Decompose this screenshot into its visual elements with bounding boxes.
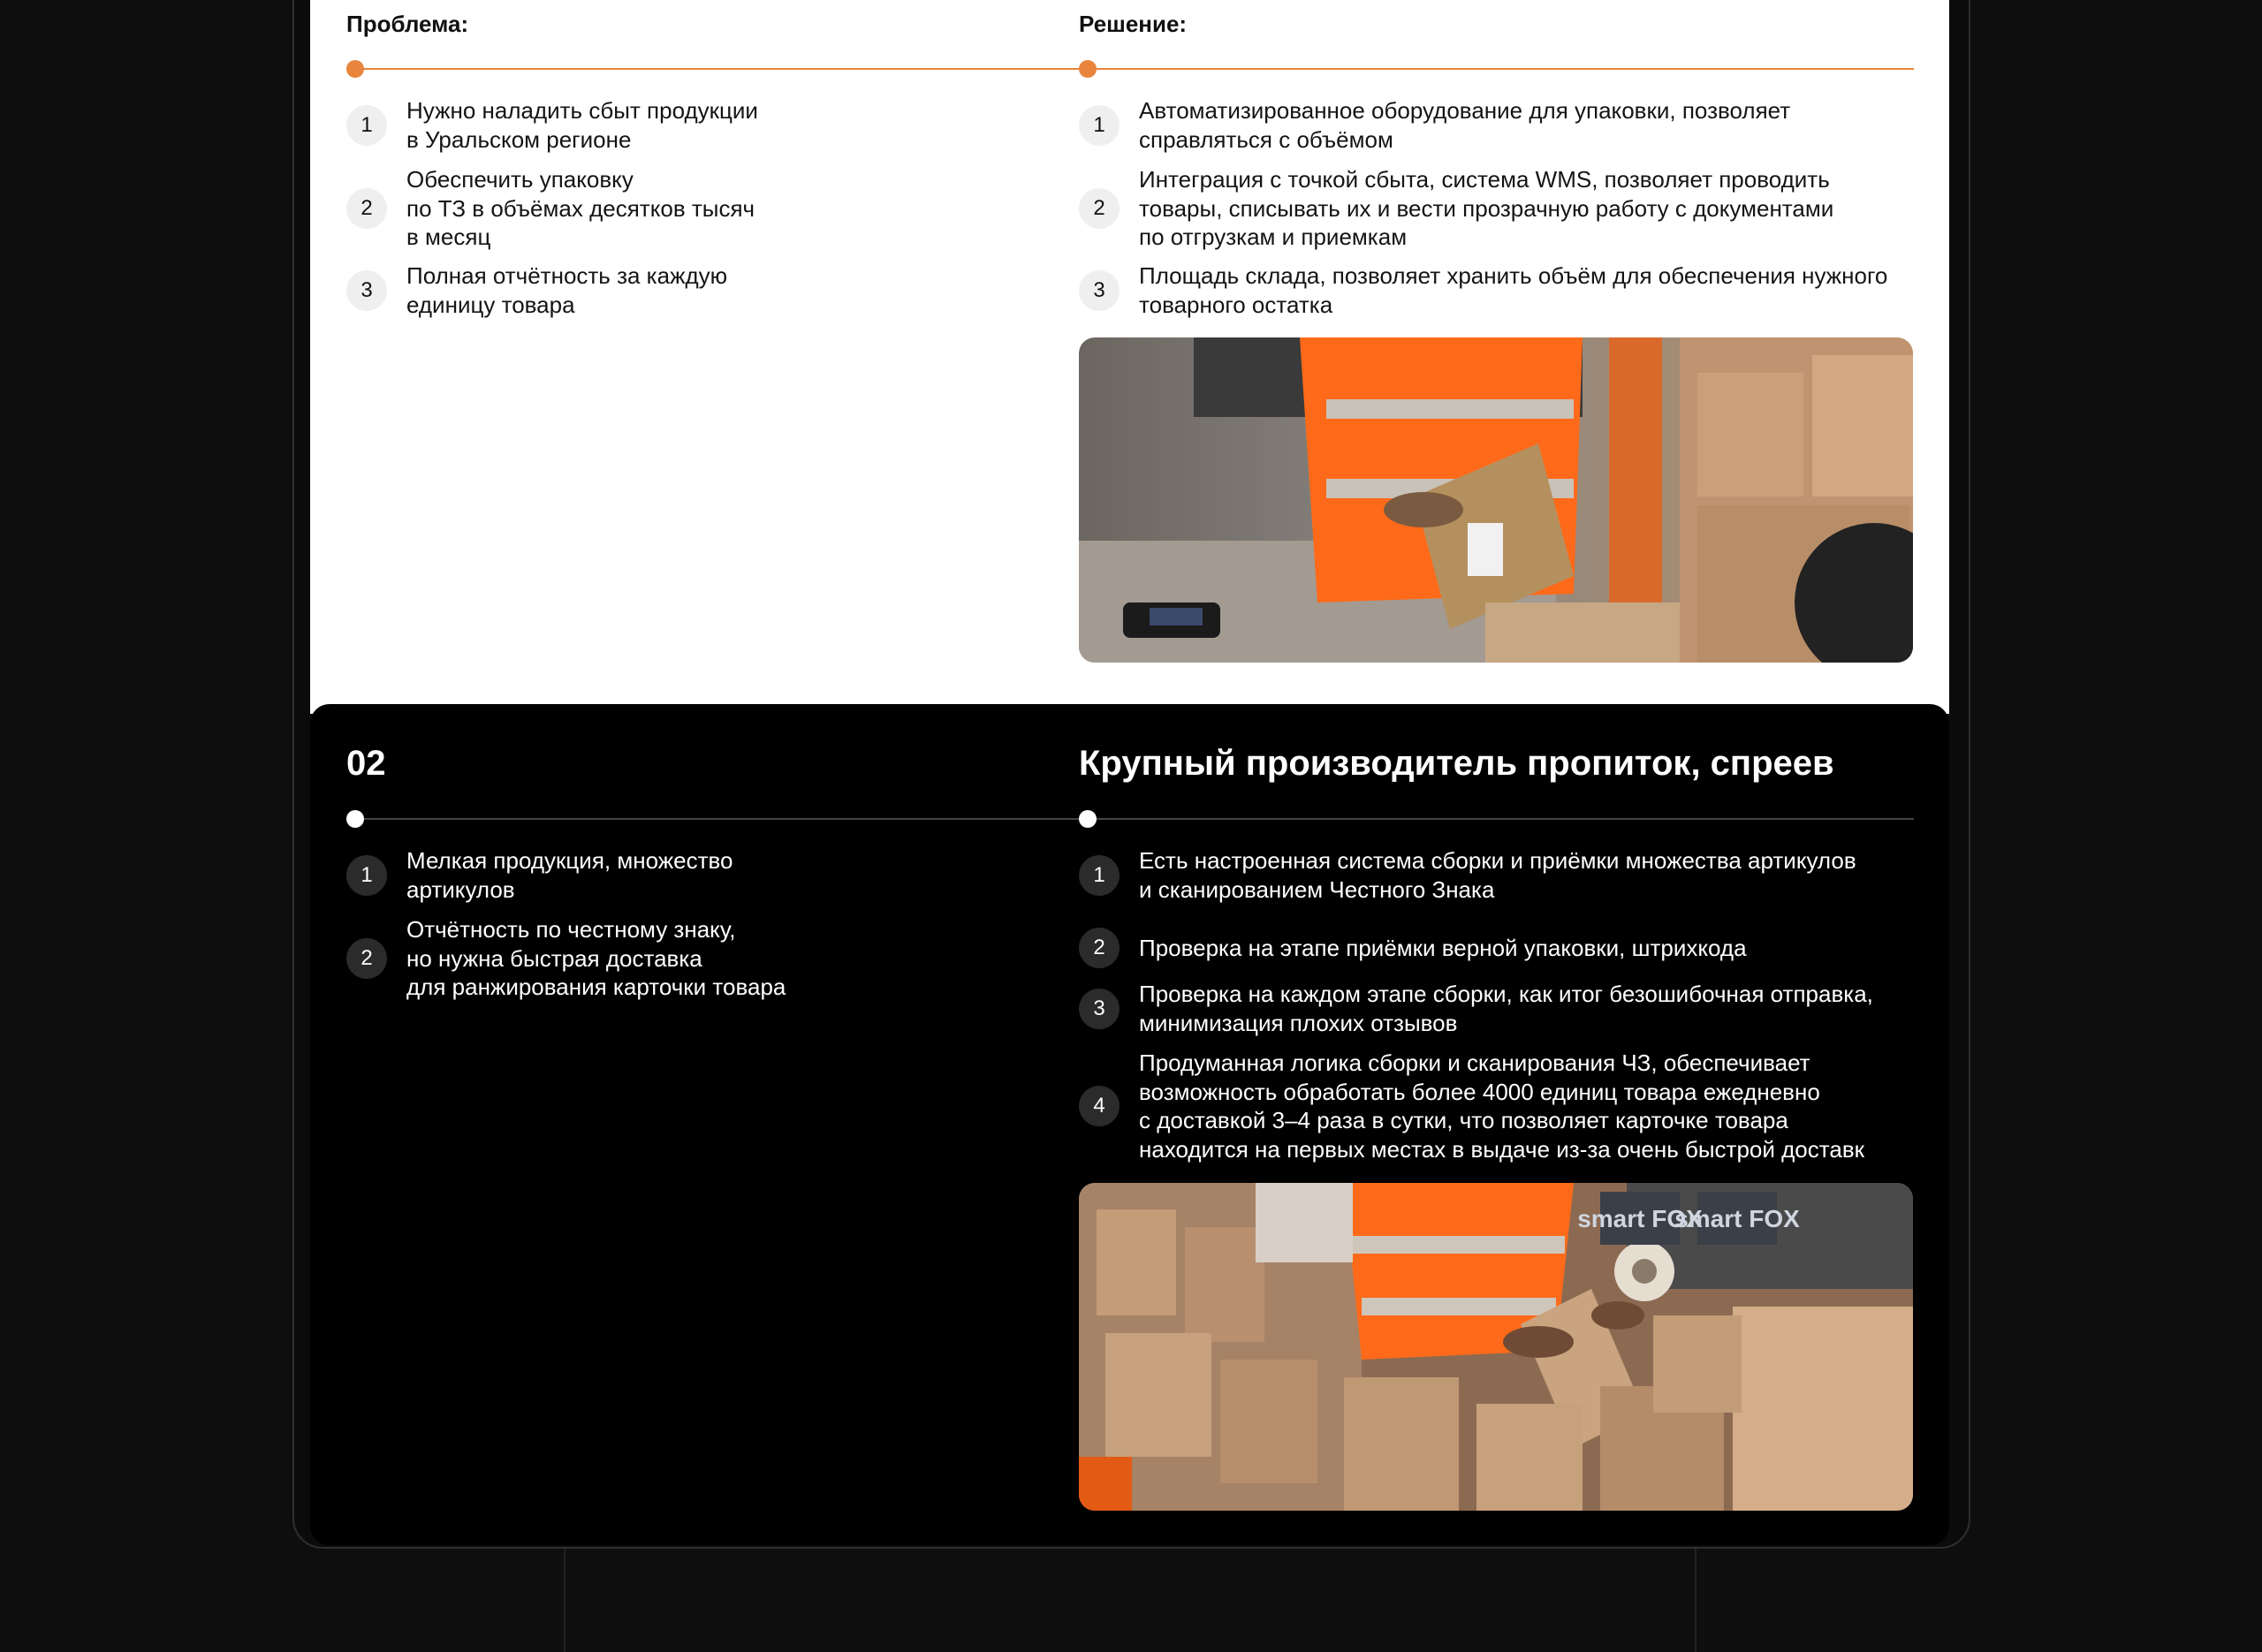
guide-line-left <box>564 1537 566 1652</box>
list-item-text: Площадь склада, позволяет хранить объём для обеспечения нужного товарного остатка <box>1139 262 1888 318</box>
list-item <box>1079 261 1887 319</box>
list-item <box>346 165 755 252</box>
list-item <box>346 915 786 1002</box>
list-item <box>1079 96 1790 154</box>
list-item-text: Проверка на каждом этапе сборки, как итог безошибочная отправка, минимизация плохих отзывов <box>1139 981 1873 1036</box>
list-item-text: Отчётность по честному знаку, но нужна быстрая доставка для ранжирования карточки товара <box>406 916 786 1000</box>
list-item <box>346 261 727 319</box>
list-item-text: Проверка на этапе приёмки верной упаковки, штрихкода <box>1139 934 1747 961</box>
smart-fox-logo-2: smart FOX <box>1674 1205 1800 1232</box>
list-item <box>1079 165 1833 252</box>
problem-timeline <box>346 810 1080 828</box>
timeline-dot <box>346 60 364 78</box>
list-item <box>1079 846 1856 904</box>
timeline-dot <box>1079 810 1097 828</box>
warehouse-photo-packing <box>1079 1183 1913 1511</box>
list-item-text: Обеспечить упаковку по ТЗ в объёмах десятков тысяч в месяц <box>406 166 755 250</box>
guide-line-right <box>1695 1537 1696 1652</box>
list-item <box>346 96 758 154</box>
list-item <box>1079 928 1747 968</box>
list-item-text: Интеграция с точкой сбыта, система WMS, позволяет проводить товары, списывать их и вести прозрачную работу с документами по отгрузкам и приемкам <box>1139 166 1834 250</box>
list-item-text: Есть настроенная система сборки и приёмки множества артикулов и сканированием Честного Знака <box>1139 847 1856 903</box>
warehouse-photo-scanning <box>1079 337 1913 663</box>
timeline-dot <box>1079 60 1097 78</box>
list-item-text: Продуманная логика сборки и сканирования ЧЗ, обеспечивает возможность обработать более 4000 единиц товара ежедневно с доставкой 3–4 раза в сутки, что позволяет карточке товара находится на первых местах в выдаче из-за очень быстрой доставк <box>1139 1050 1865 1163</box>
list-item <box>1079 1049 1864 1163</box>
list-item <box>346 846 732 904</box>
number-badge: 2 <box>346 188 387 229</box>
list-item-text: Мелкая продукция, множество артикулов <box>406 847 733 903</box>
number-badge: 1 <box>346 105 387 146</box>
number-badge: 1 <box>346 855 387 896</box>
timeline-dot <box>346 810 364 828</box>
number-badge: 1 <box>1079 855 1120 896</box>
number-badge: 2 <box>1079 188 1120 229</box>
problem-timeline <box>346 60 1080 78</box>
solution-label: Решение: <box>1079 11 1188 37</box>
number-badge: 2 <box>346 938 387 979</box>
number-badge: 3 <box>1079 989 1120 1029</box>
solution-timeline <box>1079 810 1914 828</box>
number-badge: 3 <box>346 270 387 311</box>
case-number: 02 <box>346 744 386 783</box>
case-title: Крупный производитель пропиток, спреев <box>1079 744 1834 783</box>
list-item-text: Автоматизированное оборудование для упаковки, позволяет справляться с объёмом <box>1139 97 1791 153</box>
number-badge: 4 <box>1079 1086 1120 1126</box>
list-item-text: Нужно наладить сбыт продукции в Уральском регионе <box>406 97 758 153</box>
smart-fox-logo-1: smart FOX <box>1577 1205 1703 1232</box>
number-badge: 1 <box>1079 105 1120 146</box>
problem-label: Проблема: <box>346 11 469 37</box>
solution-timeline <box>1079 60 1914 78</box>
number-badge: 2 <box>1079 928 1120 968</box>
list-item <box>1079 980 1873 1037</box>
list-item-text: Полная отчётность за каждую единицу товара <box>406 262 728 318</box>
number-badge: 3 <box>1079 270 1120 311</box>
